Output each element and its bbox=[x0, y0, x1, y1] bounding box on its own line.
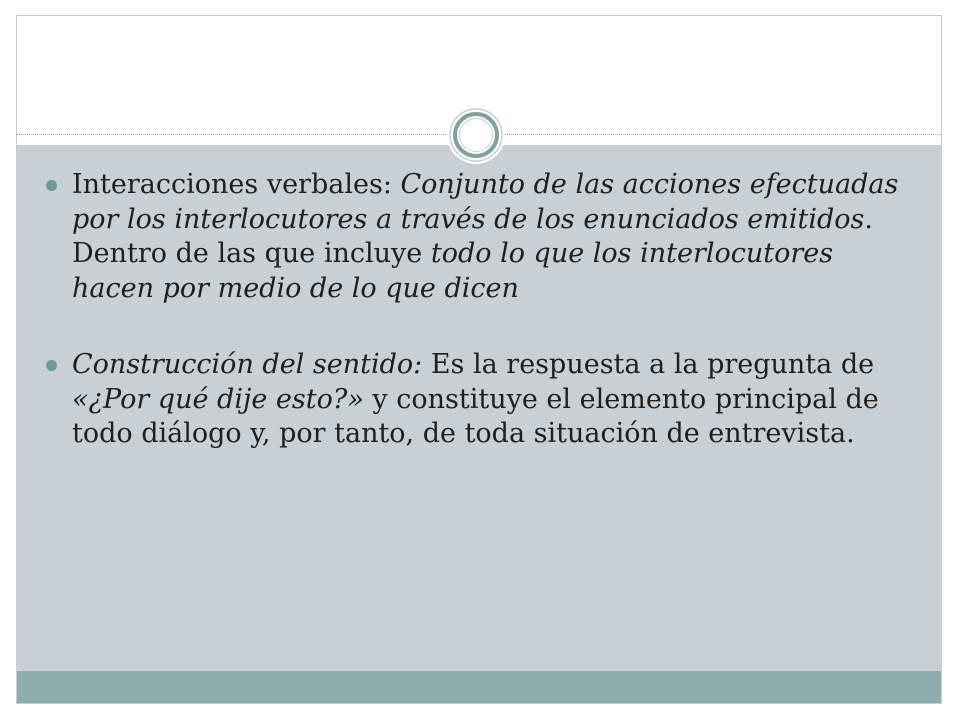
bullet-text: Construcción del sentido: Es la respuesta a la pregunta de «¿Por qué dije esto?» y constituye el elemento principal de todo diálogo y, por tanto, de toda situación de entrevista. bbox=[72, 349, 879, 449]
footer-band bbox=[17, 671, 941, 703]
bullet-item-construccion bbox=[46, 348, 916, 452]
bullet-list bbox=[46, 168, 916, 452]
bullet-text: Interacciones verbales: Conjunto de las acciones efectuadas por los interlocutores a través de los enunciados emitidos. Dentro de las que incluye todo lo que los interlocutores hacen por medio de lo que dicen bbox=[72, 169, 899, 304]
circle-ornament-icon bbox=[447, 106, 505, 164]
bullet-item-interacciones bbox=[46, 168, 916, 306]
bullet-dot-icon bbox=[46, 360, 57, 371]
bullet-dot-icon bbox=[46, 180, 57, 191]
